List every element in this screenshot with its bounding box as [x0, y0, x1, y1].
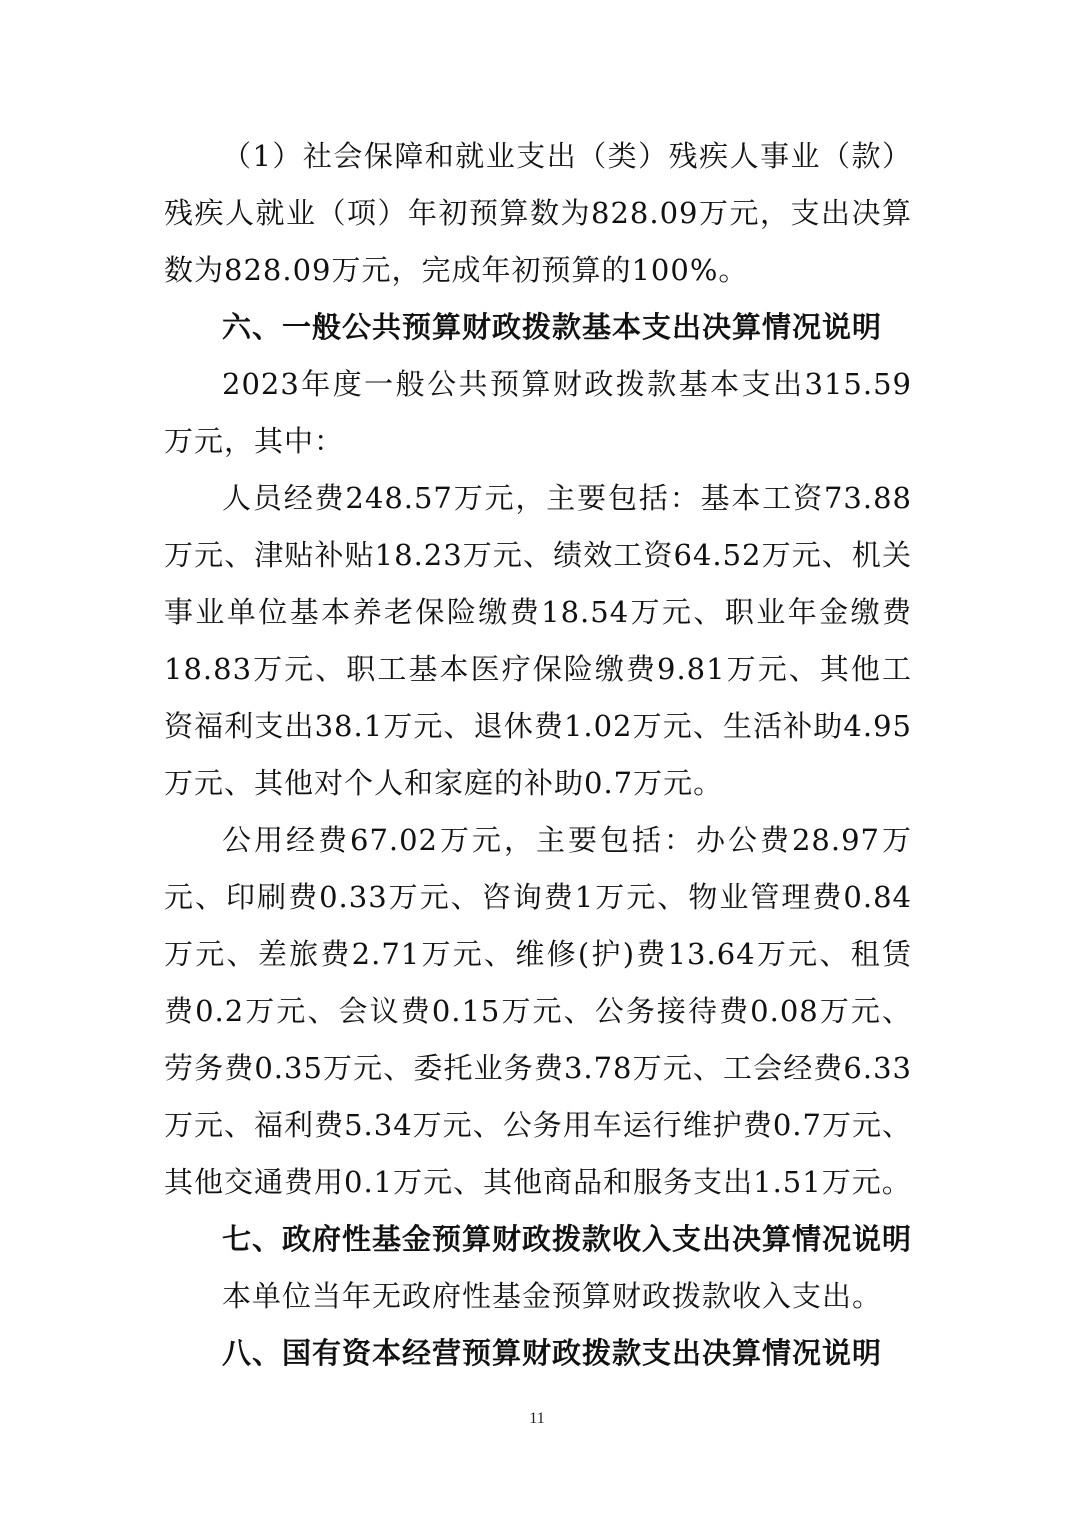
paragraph-government-fund: 本单位当年无政府性基金预算财政拨款收入支出。: [222, 1279, 883, 1313]
paragraph-public-expenses: 公用经费67.02万元，主要包括：办公费28.97万元、印刷费0.33万元、咨询费1万元、物业管理费0.84万元、差旅费2.71万元、维修(护)费13.64万元、租赁费0.2万元、会议费0.15万元、公务接待费0.08万元、劳务费0.35万元、委托业务费3.78万元、工会经费6.33万元、福利费5.34万元、公务用车运行维护费0.7万元、其他交通费用0.1万元、其他商品和服务支出1.51万元。: [164, 823, 912, 1199]
paragraph-disability-employment: （1）社会保障和就业支出（类）残疾人事业（款）残疾人就业（项）年初预算数为828.09万元，支出决算数为828.09万元，完成年初预算的100%。: [164, 139, 912, 287]
section-heading-7: 七、政府性基金预算财政拨款收入支出决算情况说明: [222, 1222, 913, 1256]
document-page: [164, 128, 912, 1382]
paragraph-basic-expenditure-total: 2023年度一般公共预算财政拨款基本支出315.59万元，其中：: [164, 367, 912, 458]
paragraph-personnel-expenses: 人员经费248.57万元，主要包括：基本工资73.88万元、津贴补贴18.23万元、绩效工资64.52万元、机关事业单位基本养老保险缴费18.54万元、职业年金缴费18.83万元、职工基本医疗保险缴费9.81万元、其他工资福利支出38.1万元、退休费1.02万元、生活补助4.95万元、其他对个人和家庭的补助0.7万元。: [164, 481, 912, 800]
section-heading-6: 六、一般公共预算财政拨款基本支出决算情况说明: [222, 310, 883, 344]
section-heading-8: 八、国有资本经营预算财政拨款支出决算情况说明: [222, 1336, 883, 1370]
page-number: 11: [529, 1410, 545, 1427]
